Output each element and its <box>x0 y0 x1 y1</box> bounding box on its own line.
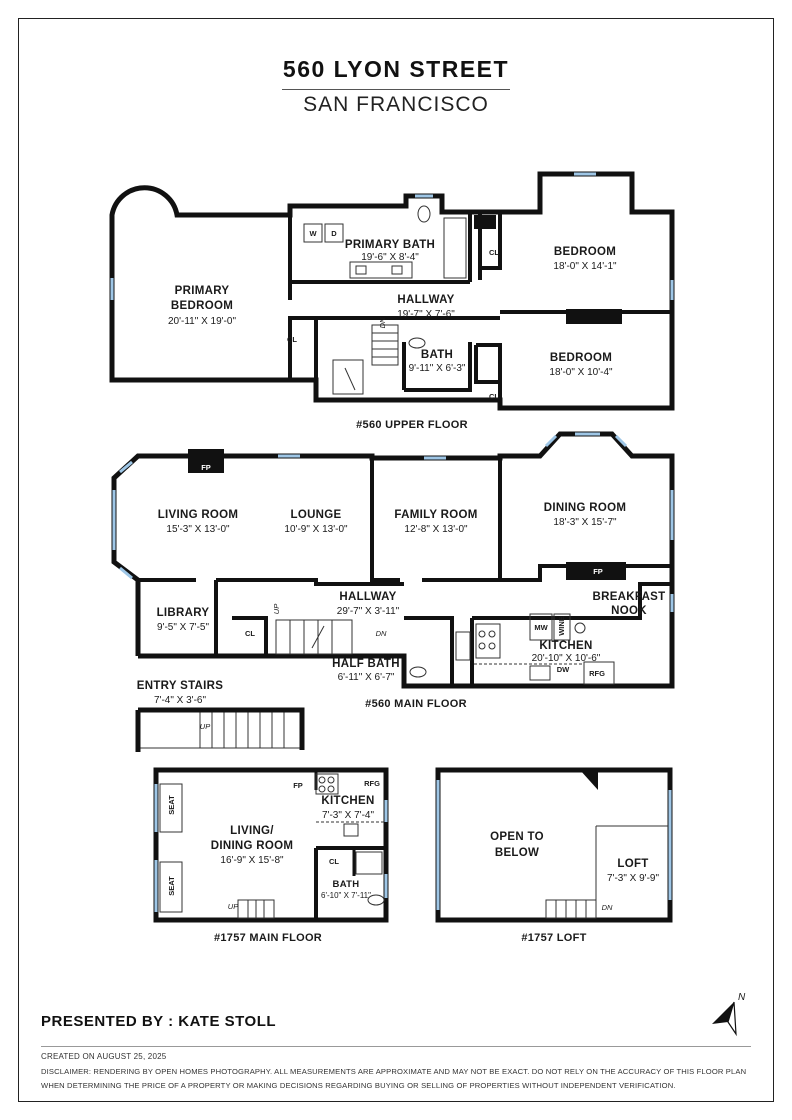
footer-divider <box>41 1046 751 1047</box>
room-name: LIBRARY <box>156 607 210 619</box>
created-date: CREATED ON AUGUST 25, 2025 <box>41 1052 167 1061</box>
loft-chase <box>580 770 598 790</box>
room-name: LIVING/ <box>230 825 274 837</box>
room-name: OPEN TO <box>490 831 544 843</box>
closet-label: CL <box>245 629 255 638</box>
room-name: LOFT <box>617 858 649 870</box>
room-dimensions: 19'-7" X 7'-6" <box>397 309 455 320</box>
fireplace-label: FP <box>201 463 211 472</box>
wall-chase <box>474 215 496 229</box>
room-name: BATH <box>332 879 360 890</box>
seat-label: SEAT <box>167 876 176 896</box>
room-name: ENTRY STAIRS <box>136 680 224 692</box>
room-dimensions: 9'-11" X 6'-3" <box>408 363 466 374</box>
room-dimensions: 16'-9" X 15'-8" <box>220 855 284 866</box>
stairs-up-label: UP <box>272 603 281 615</box>
page-subtitle: SAN FRANCISCO <box>303 93 489 116</box>
closet-label: CL <box>329 857 339 866</box>
room-dimensions: 20'-10" X 10'-6" <box>531 653 601 664</box>
room-dimensions: 10'-9" X 13'-0" <box>284 524 348 535</box>
room-name: DINING ROOM <box>543 502 627 514</box>
room-dimensions: 6'-10" X 7'-11" <box>321 891 371 900</box>
room-name: HALF BATH <box>332 658 400 670</box>
room-name: KITCHEN <box>321 795 375 807</box>
room-dimensions: 18'-3" X 15'-7" <box>553 517 617 528</box>
room-name: PRIMARY BATH <box>344 239 436 251</box>
loft-windows <box>438 780 670 910</box>
dishwasher-label: DW <box>556 665 570 674</box>
room-name: DINING ROOM <box>210 840 294 852</box>
refrigerator-label: RFG <box>589 669 605 678</box>
stairs-down-label: DN <box>375 629 387 638</box>
page-title: 560 LYON STREET <box>282 56 510 82</box>
dryer-label: D <box>331 229 337 238</box>
closet-label: CL <box>489 392 499 401</box>
unit-1757-loft-plan <box>438 770 670 920</box>
stairs-up-label: UP <box>199 722 211 731</box>
room-name: HALLWAY <box>397 294 455 306</box>
room-name: BREAKFAST <box>592 591 666 603</box>
room-dimensions: 12'-8" X 13'-0" <box>404 524 468 535</box>
refrigerator-label: RFG <box>364 779 380 788</box>
room-dimensions: 7'-3" X 7'-4" <box>321 810 375 821</box>
room-dimensions: 20'-11" X 19'-0" <box>168 316 236 327</box>
disclaimer-text: DISCLAIMER: RENDERING BY OPEN HOMES PHOTOGRAPHY. ALL MEASUREMENTS ARE APPROXIMATE AND MAY NOT BE EXACT. DO NOT RELY ON THE ACCURACY OF THIS FLOOR PLAN WHEN DETERMINING THE PRICE OF A PROPERTY OR MAKING DECISIONS REGARDING BUYING OR SELLING OF PROPERTIES WITHOUT INDEPENDENT VERIFICATION. <box>41 1067 747 1090</box>
stairs-down-label: DN <box>378 317 387 329</box>
room-dimensions: 19'-6" X 8'-4" <box>361 252 419 263</box>
room-name: BELOW <box>494 847 540 859</box>
room-name: FAMILY ROOM <box>394 509 478 521</box>
microwave-label: MW <box>534 623 548 632</box>
room-dimensions: 6'-11" X 6'-7" <box>337 672 395 683</box>
room-name: BEDROOM <box>170 300 234 312</box>
room-dimensions: 7'-3" X 9'-9" <box>606 873 660 884</box>
room-name: KITCHEN <box>539 640 593 652</box>
room-dimensions: 9'-5" X 7'-5" <box>156 622 210 633</box>
room-dimensions: 15'-3" X 13'-0" <box>166 524 230 535</box>
wine-fridge-label: WINE <box>557 616 566 636</box>
room-dimensions: 29'-7" X 3'-11" <box>336 606 400 617</box>
stairs-down-label: DN <box>601 903 613 912</box>
closet-label: CL <box>489 248 499 257</box>
upper-fireplace <box>566 309 622 324</box>
stairs-up-label: UP <box>227 902 239 911</box>
washer-label: W <box>309 229 317 238</box>
room-dimensions: 18'-0" X 14'-1" <box>553 261 617 272</box>
room-name: LOUNGE <box>290 509 342 521</box>
room-name: PRIMARY <box>174 285 230 297</box>
room-dimensions: 18'-0" X 10'-4" <box>549 367 613 378</box>
entry-stairs-walls <box>138 710 302 752</box>
presented-by: PRESENTED BY : KATE STOLL <box>41 1013 277 1030</box>
room-dimensions: 7'-4" X 3'-6" <box>153 695 207 706</box>
room-name: NOOK <box>611 605 647 617</box>
seat-label: SEAT <box>167 795 176 815</box>
north-arrow-icon <box>712 992 746 1034</box>
floor-label-1757-main: #1757 MAIN FLOOR <box>213 932 323 944</box>
room-name: BEDROOM <box>549 352 613 364</box>
room-name: LIVING ROOM <box>157 509 239 521</box>
floor-label-main: #560 MAIN FLOOR <box>365 698 467 710</box>
closet-label: CL <box>287 335 297 344</box>
room-name: BATH <box>420 349 454 361</box>
fireplace-label: FP <box>293 781 303 790</box>
floor-label-upper: #560 UPPER FLOOR <box>356 419 468 431</box>
room-name: BEDROOM <box>553 246 617 258</box>
fireplace-label: FP <box>593 567 603 576</box>
north-label: N <box>738 992 746 1003</box>
floor-label-1757-loft: #1757 LOFT <box>521 932 587 944</box>
room-name: HALLWAY <box>339 591 397 603</box>
